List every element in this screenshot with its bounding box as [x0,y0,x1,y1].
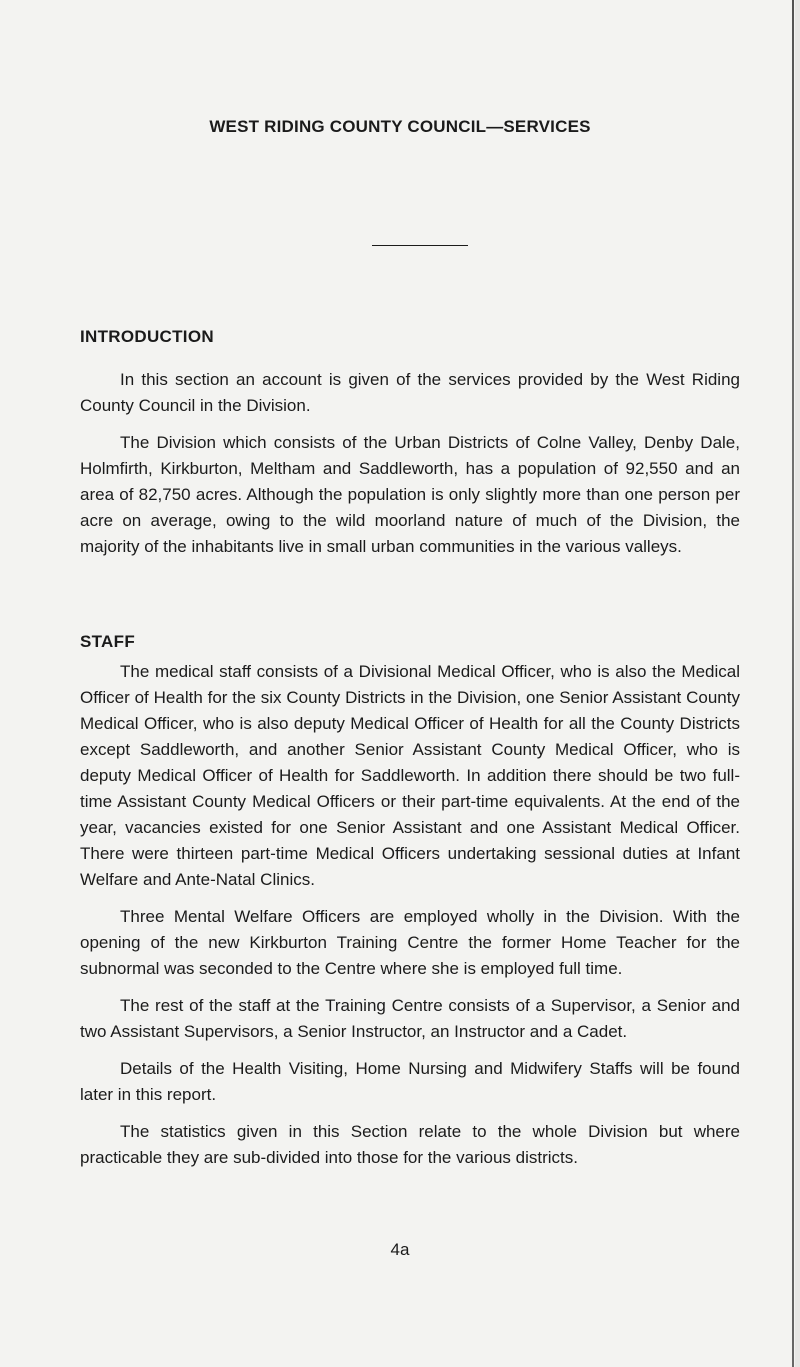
introduction-paragraph: The Division which consists of the Urban Districts of Colne Valley, Denby Dale, Holmfirth, Kirkburton, Meltham and Saddleworth, has a population of 92,550 and an area of 82,750 acres. Although the population is only slightly more than one person per acre on average, owing to the wild moorland nature of much of the Division, the majority of the inhabitants live in small urban communities in the various valleys. [80,433,740,556]
staff-body [80,659,740,1182]
staff-paragraph: Details of the Health Visiting, Home Nursing and Midwifery Staffs will be found later in this report. [80,1059,740,1104]
introduction-body [80,367,740,571]
staff-heading: STAFF [80,632,136,651]
introduction-heading: INTRODUCTION [80,327,214,346]
staff-paragraph: The rest of the staff at the Training Centre consists of a Supervisor, a Senior and two Assistant Supervisors, a Senior Instructor, an Instructor and a Cadet. [80,996,740,1041]
page-number: 4a [390,1240,410,1259]
introduction-paragraph: In this section an account is given of the services provided by the West Riding County Council in the Division. [80,370,740,415]
page-edge [795,0,800,1367]
header-rule [372,245,468,246]
staff-paragraph: The medical staff consists of a Divisional Medical Officer, who is also the Medical Officer of Health for the six County Districts in the Division, one Senior Assistant County Medical Officer, who is also deputy Medical Officer of Health for all the County Districts except Saddleworth, and another Senior Assistant County Medical Officer, who is deputy Medical Officer of Health for Saddleworth. In addition there should be two full-time Assistant County Medical Officers or their part-time equivalents. At the end of the year, vacancies existed for one Senior Assistant and one Assistant Medical Officer. There were thirteen part-time Medical Officers undertaking sessional duties at Infant Welfare and Ante-Natal Clinics. [80,662,740,889]
page-header: WEST RIDING COUNTY COUNCIL—SERVICES [209,117,591,136]
binding-edge-line [792,0,794,1367]
staff-paragraph: The statistics given in this Section relate to the whole Division but where practicable they are sub-divided into those for the various districts. [80,1122,740,1167]
staff-paragraph: Three Mental Welfare Officers are employed wholly in the Division. With the opening of the new Kirkburton Training Centre the former Home Teacher for the subnormal was seconded to the Centre where she is employed full time. [80,907,740,978]
